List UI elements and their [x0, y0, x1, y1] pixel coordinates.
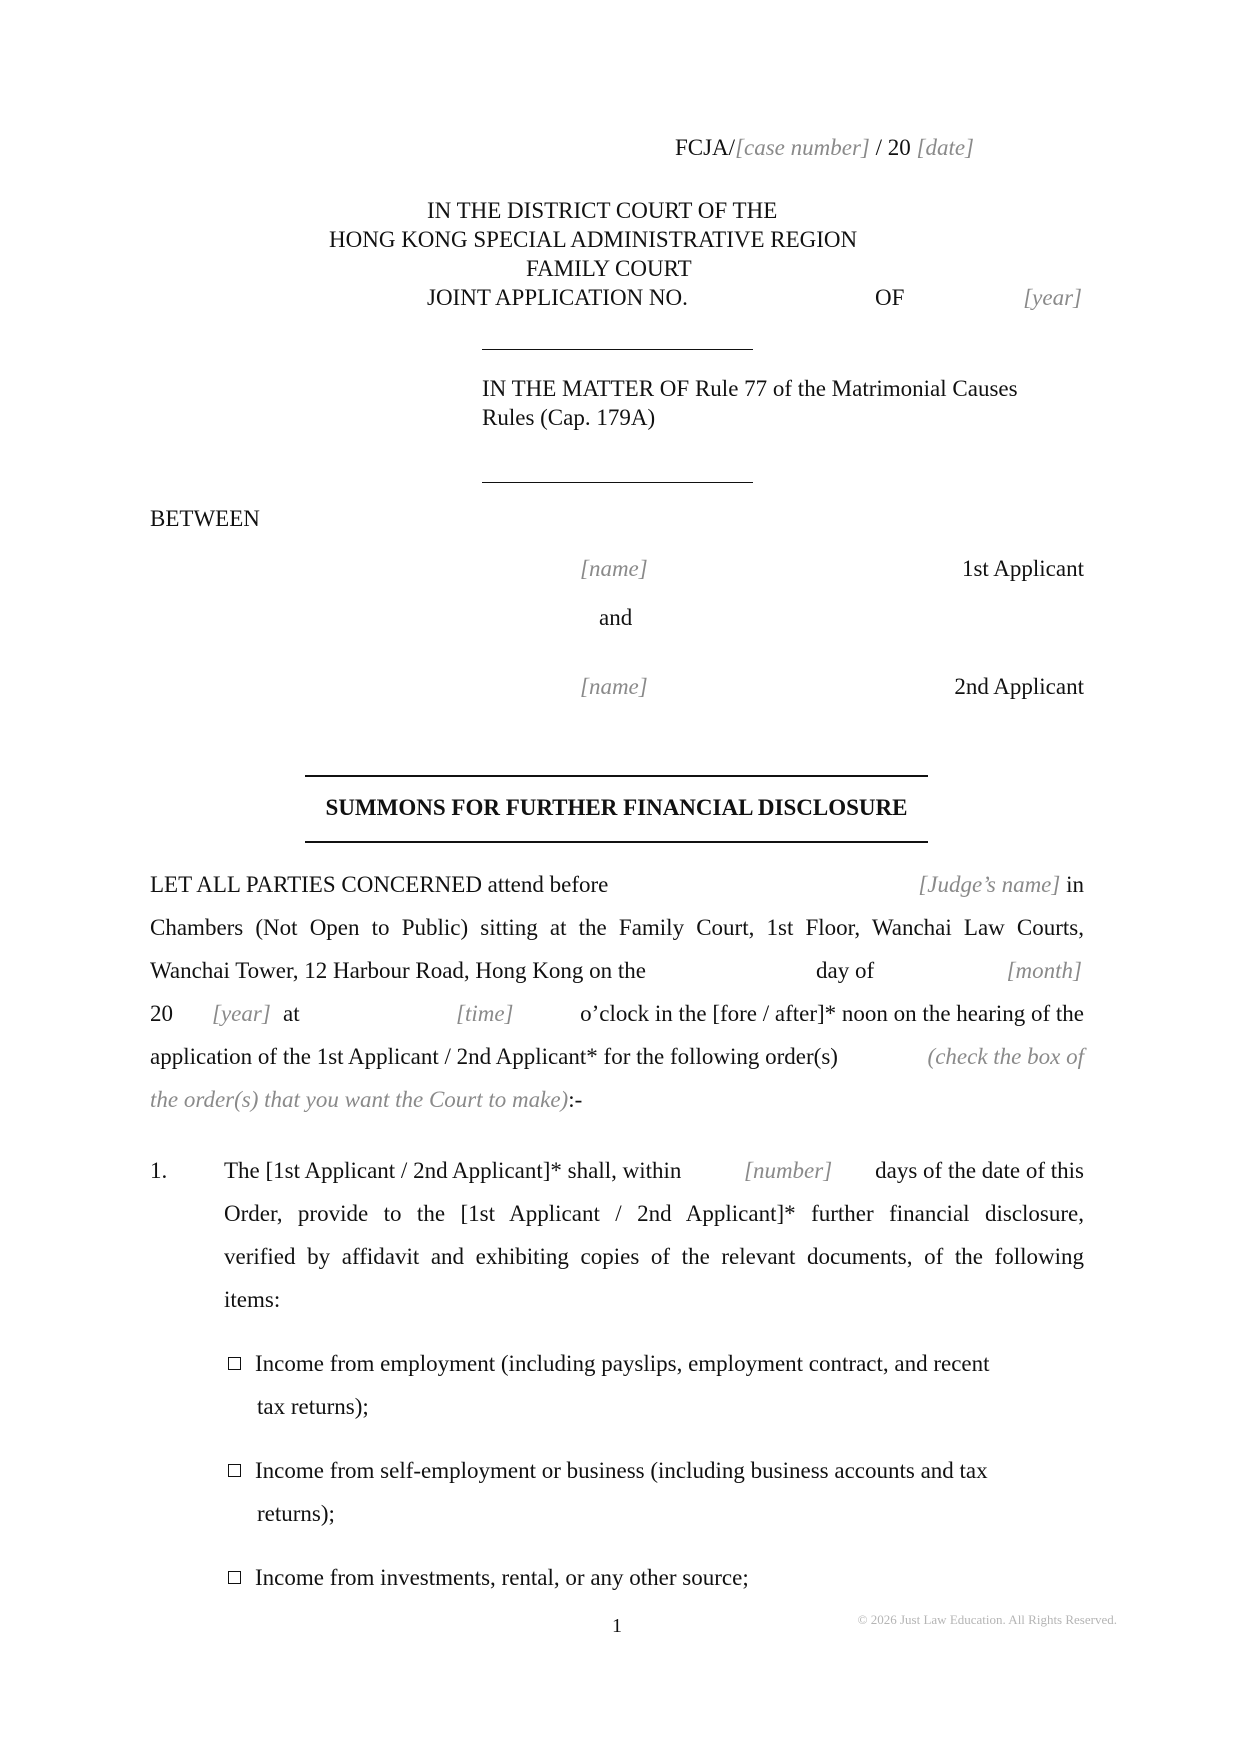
and-label: and	[599, 605, 633, 630]
order-line-3: verified by affidavit and exhibiting copies of the relevant documents, of the following	[224, 1244, 1084, 1269]
number-of-days-placeholder: [number]	[744, 1158, 833, 1183]
divider-top-1	[482, 349, 753, 350]
title-rule-bottom	[305, 841, 928, 843]
ref-prefix: FCJA/	[674, 135, 736, 160]
investments-line-1: Income from investments, rental, or any other source;	[255, 1565, 749, 1590]
first-applicant-role: 1st Applicant	[961, 556, 1084, 581]
checkbox-item-investments	[228, 1564, 749, 1592]
employment-line-2: tax returns);	[257, 1394, 369, 1419]
body-line-1-left: LET ALL PARTIES CONCERNED attend before	[150, 872, 609, 897]
body-line-1-right	[918, 871, 1084, 899]
between-label: BETWEEN	[150, 506, 260, 531]
self-employment-line-1: Income from self-employment or business (including business accounts and tax	[255, 1458, 988, 1483]
body-line-5	[150, 1043, 1084, 1071]
investments-checkbox[interactable]	[228, 1571, 241, 1584]
ref-mid: / 20	[869, 135, 917, 160]
in-word: in	[1066, 872, 1084, 897]
instruction-hint-1: (check the box of	[927, 1044, 1084, 1069]
year-placeholder: [year]	[1023, 285, 1082, 310]
month-placeholder: [month]	[1006, 958, 1082, 983]
self-employment-line-2: returns);	[257, 1501, 335, 1526]
court-line-3: FAMILY COURT	[526, 256, 692, 281]
body-line-6-end: :-	[568, 1087, 583, 1112]
order-line-1-right: days of the date of this	[875, 1158, 1084, 1183]
checkbox-item-employment	[228, 1350, 990, 1378]
body-line-4-twenty: 20	[150, 1001, 173, 1026]
order-number: 1.	[150, 1158, 168, 1183]
order-line-1-left: The [1st Applicant / 2nd Applicant]* shall, within	[224, 1158, 682, 1183]
employment-checkbox[interactable]	[228, 1357, 241, 1370]
page-number: 1	[612, 1615, 622, 1637]
first-applicant-name-placeholder: [name]	[580, 556, 648, 581]
self-employment-checkbox[interactable]	[228, 1464, 241, 1477]
body-line-3-left: Wanchai Tower, 12 Harbour Road, Hong Kong on the	[150, 958, 646, 983]
at-word: at	[283, 1001, 300, 1026]
body-line-3-day-of: day of	[816, 958, 875, 983]
body-line-4-rest: o’clock in the [fore / after]* noon on the hearing of the	[580, 1001, 1084, 1026]
application-number-label: JOINT APPLICATION NO.	[427, 285, 688, 310]
instruction-hint-2: the order(s) that you want the Court to make)	[150, 1087, 569, 1112]
divider-top-2	[482, 482, 753, 483]
year-placeholder-2: [year]	[212, 1001, 271, 1026]
second-applicant-name-placeholder: [name]	[580, 674, 648, 699]
order-line-2: Order, provide to the [1st Applicant / 2nd Applicant]* further financial disclosure,	[224, 1201, 1084, 1226]
body-line-5-text: application of the 1st Applicant / 2nd Applicant* for the following order(s)	[150, 1044, 838, 1069]
body-line-2: Chambers (Not Open to Public) sitting at the Family Court, 1st Floor, Wanchai Law Courts,	[150, 915, 1084, 940]
case-reference	[675, 134, 974, 162]
date-placeholder: [date]	[916, 135, 974, 160]
of-label: OF	[875, 285, 905, 310]
court-line-2: HONG KONG SPECIAL ADMINISTRATIVE REGION	[329, 227, 858, 252]
matter-line-1: IN THE MATTER OF Rule 77 of the Matrimonial Causes	[482, 376, 1018, 401]
checkbox-item-self-employment	[228, 1457, 988, 1485]
judge-name-placeholder: [Judge’s name]	[918, 872, 1061, 897]
title-rule-top	[305, 775, 928, 777]
order-line-4: items:	[224, 1287, 281, 1312]
copyright-notice: © 2026 Just Law Education. All Rights Reserved.	[857, 1612, 1117, 1627]
body-line-6	[150, 1086, 582, 1114]
summons-title: SUMMONS FOR FURTHER FINANCIAL DISCLOSURE	[325, 795, 908, 820]
employment-line-1: Income from employment (including payslips, employment contract, and recent	[255, 1351, 990, 1376]
court-line-1: IN THE DISTRICT COURT OF THE	[427, 198, 778, 223]
second-applicant-role: 2nd Applicant	[954, 674, 1084, 699]
matter-line-2: Rules (Cap. 179A)	[482, 405, 656, 430]
case-number-placeholder: [case number]	[735, 135, 870, 160]
time-placeholder: [time]	[456, 1001, 514, 1026]
